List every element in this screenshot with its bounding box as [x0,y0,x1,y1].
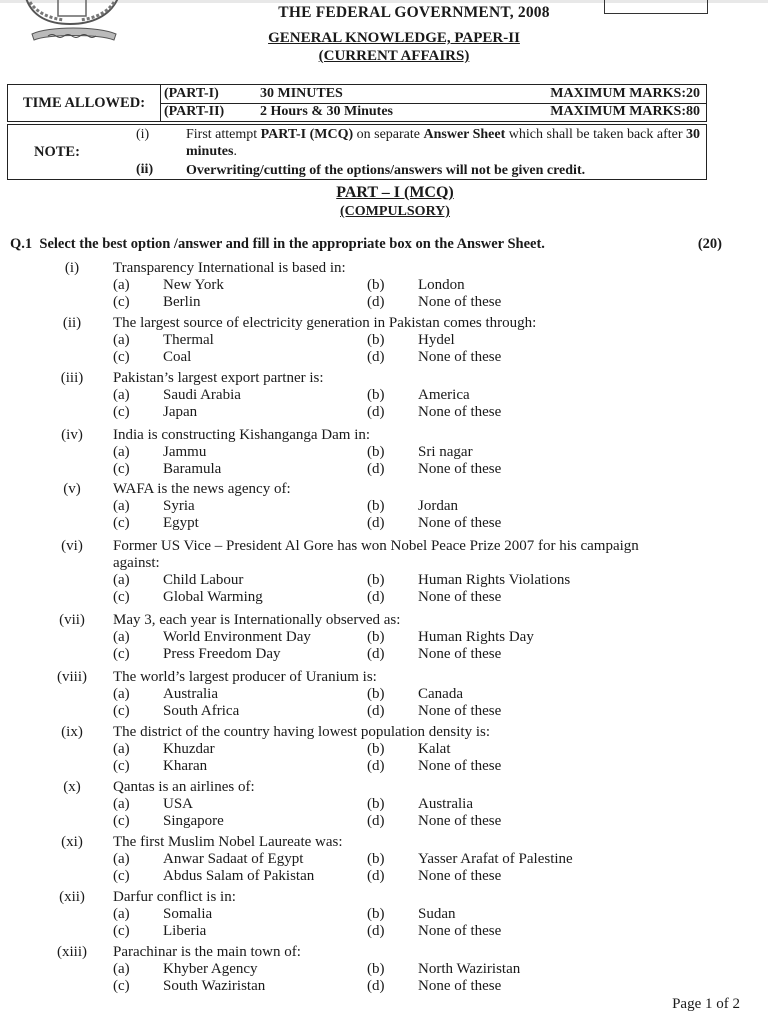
option-letter: (d) [367,758,385,774]
note-bold-run: 30 minutes [186,127,701,159]
option-letter: (b) [367,387,385,403]
note-item-text: Overwriting/cutting of the options/answers will not be given credit. [186,163,586,178]
question-1-instruction [10,236,722,253]
option-letter: (d) [367,868,385,884]
option-text: Khyber Agency [163,961,258,977]
option-letter: (c) [113,978,130,994]
option-letter: (b) [367,906,385,922]
note-text-run: . [233,144,237,159]
question-label: Q.1 [10,236,33,252]
question-number: (iii) [60,370,84,386]
option-letter: (a) [113,741,130,757]
question-text: The district of the country having lowest population density is: [113,724,491,740]
option-text: World Environment Day [163,629,311,645]
option-text: Saudi Arabia [163,387,241,403]
note-text-run: on separate [353,127,424,142]
option-letter: (b) [367,741,385,757]
question-text: WAFA is the news agency of: [113,481,291,497]
paper-title: GENERAL KNOWLEDGE, PAPER-II [268,30,520,46]
option-text: None of these [418,461,502,477]
note-item-number: (i) [136,127,150,142]
option-letter: (c) [113,589,130,605]
option-letter: (b) [367,444,385,460]
option-text: Thermal [163,332,214,348]
question-number: (x) [63,779,81,795]
option-letter: (a) [113,277,130,293]
option-letter: (b) [367,332,385,348]
option-letter: (a) [113,498,130,514]
option-text: America [418,387,470,403]
option-letter: (b) [367,572,385,588]
option-text: None of these [418,703,502,719]
question-text-continued: against: [113,555,160,571]
option-text: Human Rights Day [418,629,534,645]
note-text-run: which shall be taken back after [505,127,687,142]
option-text: Press Freedom Day [163,646,281,662]
option-letter: (c) [113,294,130,310]
note-item-number: (ii) [136,162,154,177]
option-letter: (c) [113,349,130,365]
option-text: Khuzdar [163,741,215,757]
option-letter: (a) [113,629,130,645]
note-bold-run: PART-I (MCQ) [260,127,354,142]
part-subtitle: (COMPULSORY) [340,204,450,219]
option-text: None of these [418,589,502,605]
time-row-duration: 30 MINUTES [260,86,343,101]
question-number: (vii) [59,612,85,628]
option-letter: (c) [113,813,130,829]
option-letter: (a) [113,906,130,922]
option-text: Hydel [418,332,455,348]
option-letter: (c) [113,404,130,420]
note-box [7,124,707,180]
option-text: Sudan [418,906,456,922]
page-number: Page 1 of 2 [672,996,740,1012]
option-text: Liberia [163,923,207,939]
option-text: None of these [418,813,502,829]
time-row-part-1 [164,85,700,103]
option-text: Berlin [163,294,201,310]
question-text: India is constructing Kishanganga Dam in: [113,427,371,443]
option-text: None of these [418,923,502,939]
option-text: Egypt [163,515,199,531]
option-text: Coal [163,349,192,365]
option-letter: (a) [113,444,130,460]
question-number: (vi) [61,538,83,554]
option-text: Global Warming [163,589,263,605]
time-row-marks: MAXIMUM MARKS:20 [550,86,700,101]
option-text: None of these [418,646,502,662]
option-text: Jordan [418,498,458,514]
option-text: Kalat [418,741,451,757]
option-text: Australia [418,796,473,812]
option-text: New York [163,277,224,293]
option-letter: (b) [367,686,385,702]
option-letter: (a) [113,332,130,348]
time-row-part-2 [164,103,700,121]
option-letter: (c) [113,703,130,719]
question-number: (xii) [59,889,85,905]
option-text: Australia [163,686,218,702]
option-text: Somalia [163,906,213,922]
option-text: Canada [418,686,463,702]
option-text: Anwar Sadaat of Egypt [163,851,304,867]
option-letter: (c) [113,646,130,662]
note-bold-run: Answer Sheet [423,127,506,142]
question-text: Pakistan’s largest export partner is: [113,370,324,386]
question-text: Qantas is an airlines of: [113,779,255,795]
option-letter: (b) [367,498,385,514]
option-letter: (b) [367,961,385,977]
option-letter: (b) [367,851,385,867]
paper-subtitle: (CURRENT AFFAIRS) [318,48,470,64]
option-text: None of these [418,868,502,884]
question-text: The world’s largest producer of Uranium is: [113,669,377,685]
option-letter: (c) [113,758,130,774]
question-number: (ii) [62,315,82,331]
option-text: North Waziristan [418,961,521,977]
option-text: Kharan [163,758,208,774]
question-number: (xi) [61,834,83,850]
time-allowed-table [7,84,707,122]
option-text: Child Labour [163,572,244,588]
option-letter: (c) [113,515,130,531]
option-text: None of these [418,404,502,420]
option-text: South Africa [163,703,240,719]
question-number: (iv) [61,427,83,443]
option-text: South Waziristan [163,978,266,994]
option-letter: (d) [367,461,385,477]
question-number: (v) [63,481,81,497]
option-letter: (c) [113,868,130,884]
part-title: PART – I (MCQ) [336,184,454,201]
time-row-marks: MAXIMUM MARKS:80 [550,104,700,119]
instruction-text: Select the best option /answer and fill in the appropriate box on the Answer Sheet. [39,236,545,252]
option-text: Abdus Salam of Pakistan [163,868,315,884]
option-letter: (a) [113,851,130,867]
option-text: Jammu [163,444,207,460]
option-letter: (c) [113,923,130,939]
note-item-text [186,126,702,160]
question-text: Darfur conflict is in: [113,889,236,905]
question-number: (viii) [57,669,87,685]
question-text: Transparency International is based in: [113,260,346,276]
option-letter: (a) [113,796,130,812]
option-text: London [418,277,465,293]
option-letter: (a) [113,572,130,588]
option-text: None of these [418,349,502,365]
option-text: Sri nagar [418,444,473,460]
option-letter: (d) [367,589,385,605]
option-letter: (c) [113,461,130,477]
question-number: (i) [64,260,80,276]
option-text: USA [163,796,194,812]
option-text: Syria [163,498,195,514]
option-text: None of these [418,978,502,994]
question-text: The first Muslim Nobel Laureate was: [113,834,343,850]
question-text: Former US Vice – President Al Gore has won Nobel Peace Prize 2007 for his campaign [113,538,639,554]
option-text: None of these [418,758,502,774]
question-text: Parachinar is the main town of: [113,944,301,960]
note-label: NOTE: [34,144,80,160]
option-text: None of these [418,515,502,531]
option-text: Human Rights Violations [418,572,571,588]
option-text: Japan [163,404,198,420]
option-text: Singapore [163,813,224,829]
option-letter: (d) [367,703,385,719]
option-letter: (d) [367,978,385,994]
option-text: Yasser Arafat of Palestine [418,851,573,867]
question-marks: (20) [697,236,722,252]
time-row-duration: 2 Hours & 30 Minutes [260,104,393,119]
option-letter: (d) [367,646,385,662]
question-number: (xiii) [57,944,87,960]
option-letter: (d) [367,813,385,829]
question-text: The largest source of electricity generation in Pakistan comes through: [113,315,537,331]
option-letter: (d) [367,294,385,310]
option-letter: (a) [113,686,130,702]
time-row-part: (PART-II) [164,104,225,119]
option-letter: (b) [367,796,385,812]
option-letter: (d) [367,515,385,531]
option-letter: (b) [367,629,385,645]
option-letter: (a) [113,961,130,977]
note-text-run: First attempt [186,127,261,142]
option-letter: (a) [113,387,130,403]
option-text: None of these [418,294,502,310]
option-letter: (b) [367,277,385,293]
exam-header-title: THE FEDERAL GOVERNMENT, 2008 [278,4,550,21]
option-text: Baramula [163,461,222,477]
question-text: May 3, each year is Internationally observed as: [113,612,401,628]
time-allowed-label: TIME ALLOWED: [8,85,161,121]
option-letter: (d) [367,349,385,365]
time-row-part: (PART-I) [164,86,219,101]
question-number: (ix) [61,724,83,740]
option-letter: (d) [367,923,385,939]
option-letter: (d) [367,404,385,420]
